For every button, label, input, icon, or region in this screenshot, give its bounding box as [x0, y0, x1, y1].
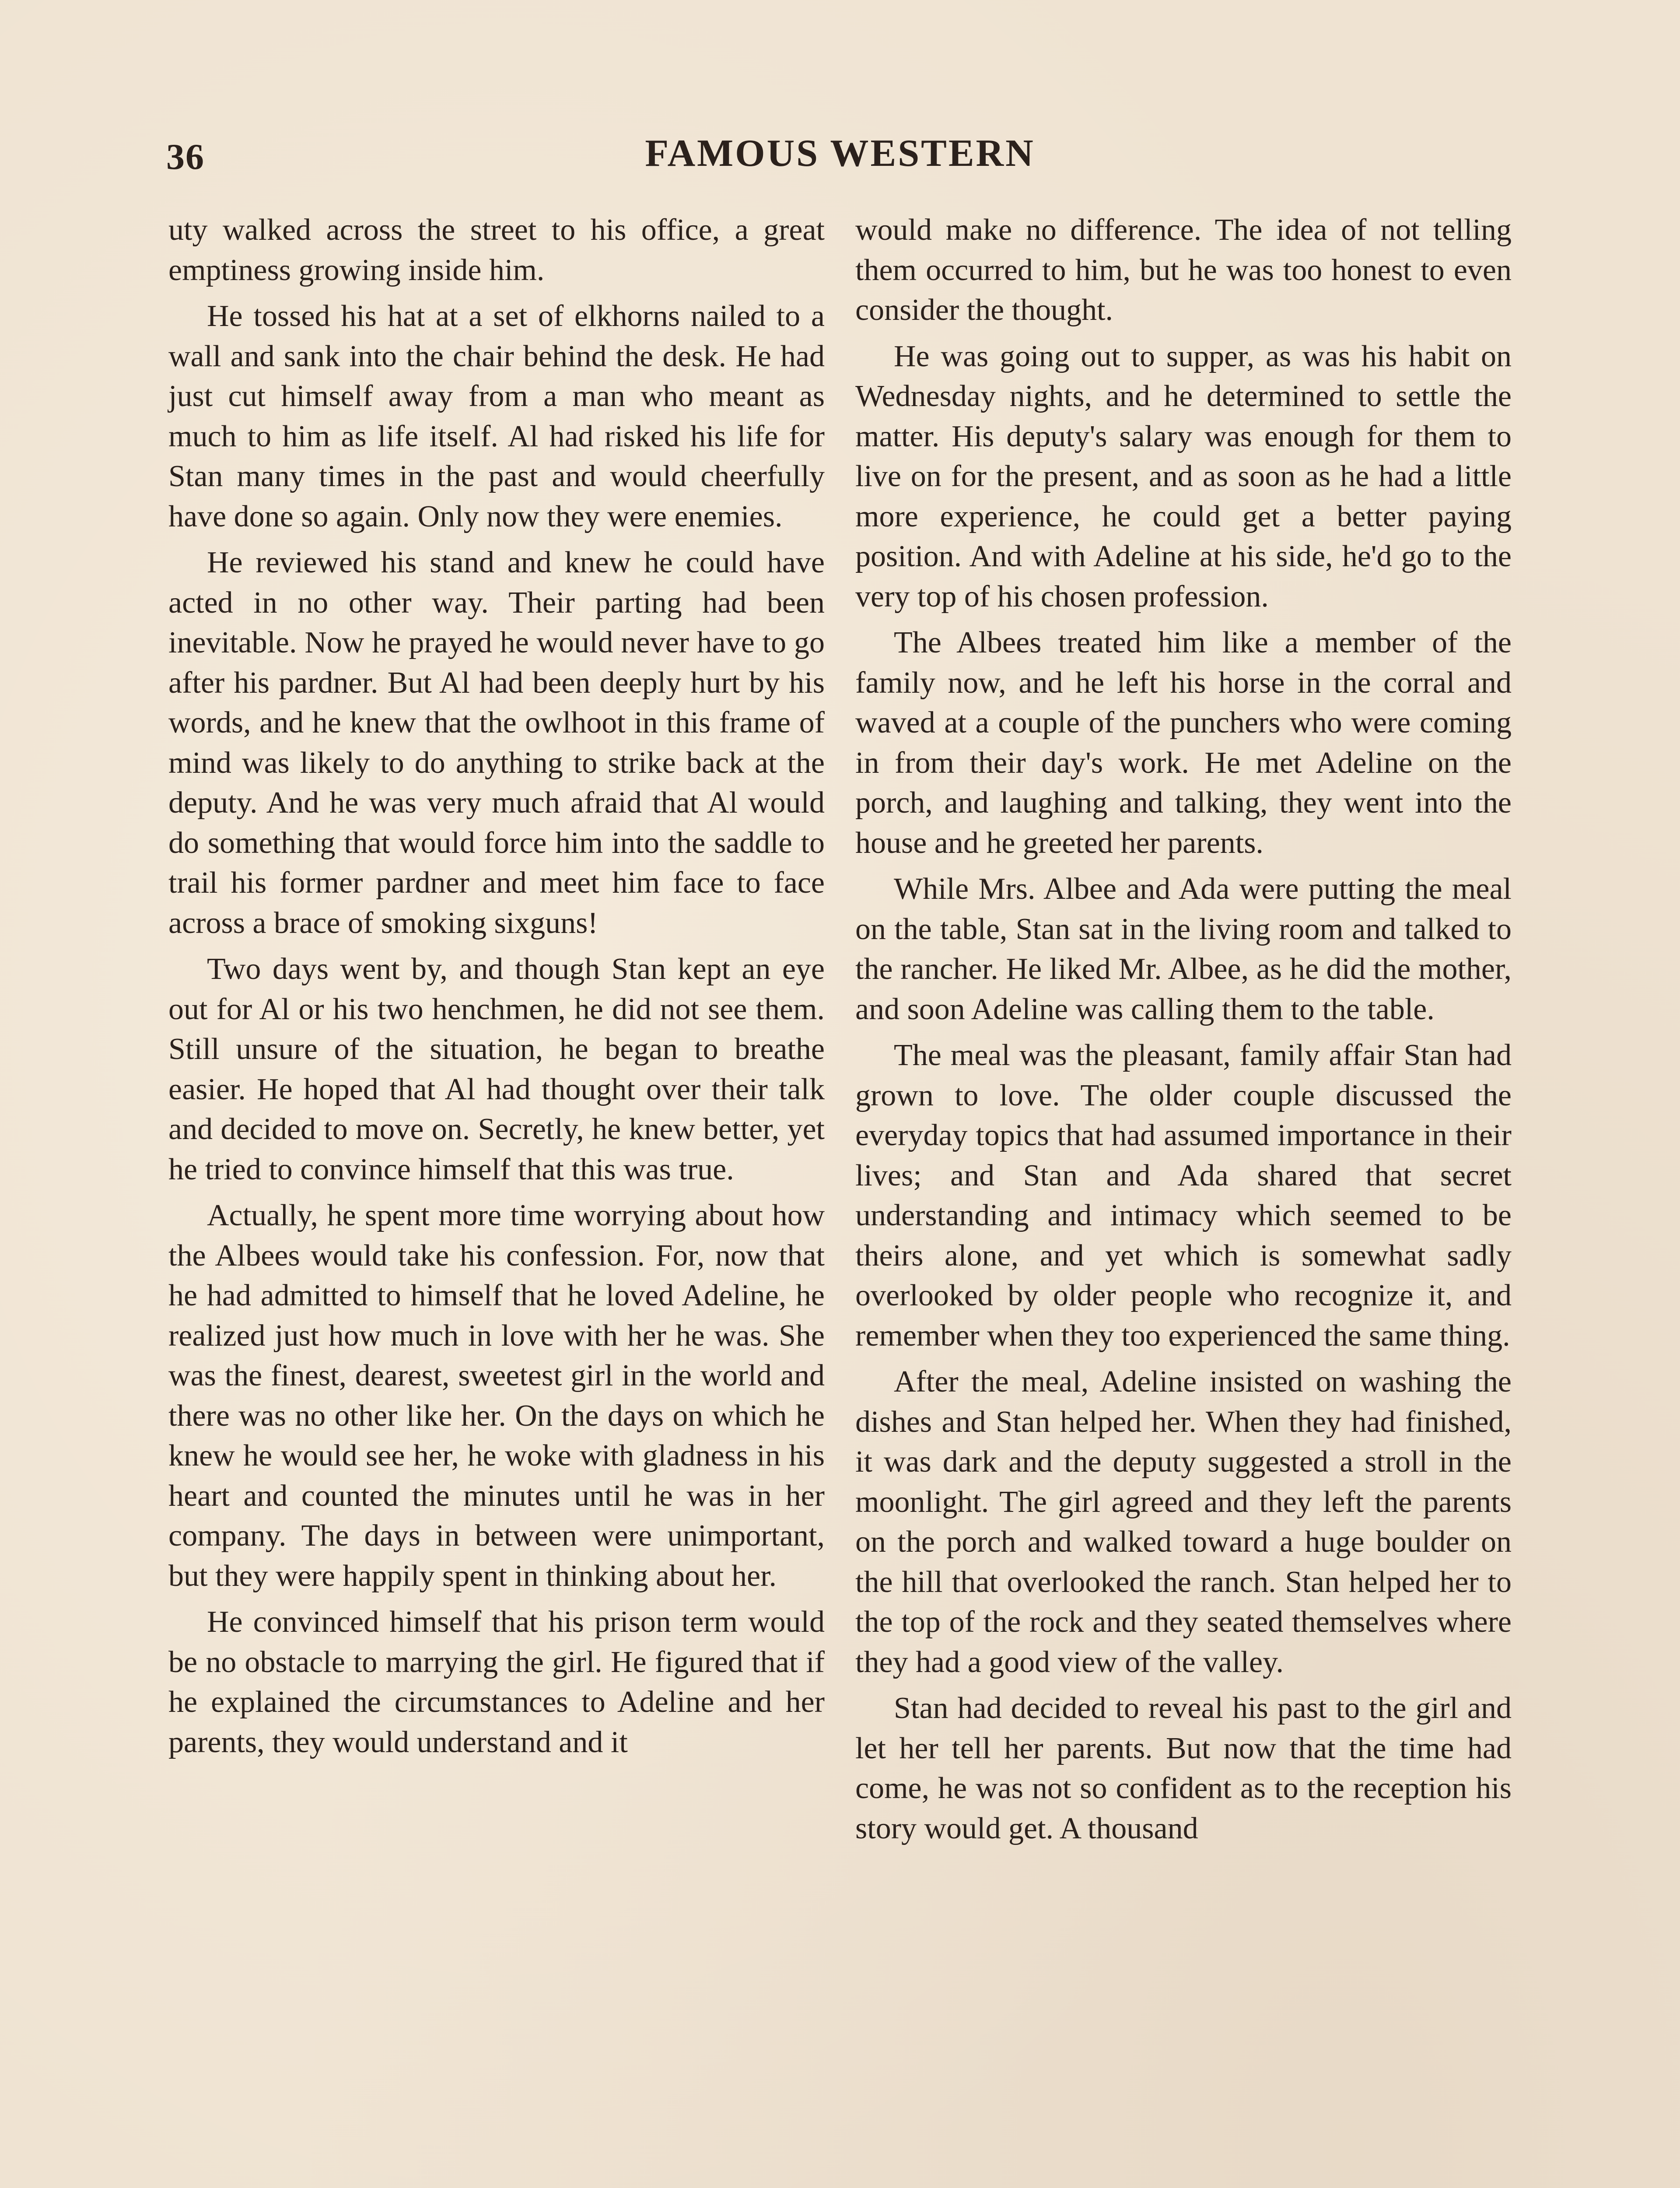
- paragraph: The meal was the pleasant, family affair Stan had grown to love. The older couple discussed the everyday topics that had assumed importance in their lives; and Stan and Ada shared that secret understanding and intimacy which seemed to be theirs alone, and yet which is somewhat sadly overlooked by older people who recognize it, and remember when they too experienced the same thing.: [855, 1038, 1512, 1353]
- paragraph: The Albees treated him like a member of the family now, and he left his horse in the corral and waved at a couple of the punchers who were coming in from their day's work. He met Adeline on the porch, and laughing and talking, they went into the house and he greeted her parents.: [855, 626, 1512, 860]
- paragraph: Stan had decided to reveal his past to the girl and let her tell her parents. But now that the time had come, he was not so confident as to the reception his story would get. A thousand: [855, 1691, 1512, 1845]
- page-number: 36: [166, 137, 205, 177]
- paragraph: He tossed his hat at a set of elkhorns nailed to a wall and sank into the chair behind the desk. He had just cut himself away from a man who meant as much to him as life itself. Al had risked his life for Stan many times in the past and would cheerfully have done so again. Only now they were enemies.: [168, 299, 825, 533]
- paragraph: He was going out to supper, as was his habit on Wednesday nights, and he determined to settle the matter. His deputy's salary was enough for them to live on for the present, and as soon as he had a little more experience, he could get a better paying position. And with Adeline at his side, he'd go to the very top of his chosen profession.: [855, 339, 1512, 614]
- paragraph: He reviewed his stand and knew he could have acted in no other way. Their parting had been inevitable. Now he prayed he would never have to go after his pardner. But Al had been deeply hurt by his words, and he knew that the owlhoot in this frame of mind was likely to do anything to strike back at the deputy. And he was very much afraid that Al would do something that would force him into the saddle to trail his former pardner and meet him face to face across a brace of smoking sixguns!: [168, 546, 825, 940]
- paragraph: Two days went by, and though Stan kept an eye out for Al or his two henchmen, he did not see them. Still unsure of the situation, he began to breathe easier. He hoped that Al had thought over their talk and decided to move on. Secretly, he knew better, yet he tried to convince himself that this was true.: [168, 952, 825, 1186]
- paragraph: uty walked across the street to his office, a great emptiness growing inside him.: [168, 213, 825, 287]
- paragraph: would make no difference. The idea of not telling them occurred to him, but he was too honest to even consider the thought.: [855, 213, 1512, 327]
- page-header: [166, 123, 1514, 184]
- left-text-column: [168, 210, 825, 1768]
- right-text-column: [855, 210, 1512, 1855]
- paragraph: While Mrs. Albee and Ada were putting the meal on the table, Stan sat in the living room and talked to the rancher. He liked Mr. Albee, as he did the mother, and soon Adeline was calling them to the table.: [855, 872, 1512, 1026]
- paragraph: He convinced himself that his prison term would be no obstacle to marrying the girl. He figured that if he explained the circumstances to Adeline and her parents, they would understand and it: [168, 1605, 825, 1759]
- paragraph: After the meal, Adeline insisted on washing the dishes and Stan helped her. When they had finished, it was dark and the deputy suggested a stroll in the moonlight. The girl agreed and they left the parents on the porch and walked toward a huge boulder on the hill that overlooked the ranch. Stan helped her to the top of the rock and they seated themselves where they had a good view of the valley.: [855, 1365, 1512, 1679]
- paragraph: Actually, he spent more time worrying about how the Albees would take his confession. For, now that he had admitted to himself that he loved Adeline, he realized just how much in love with her he was. She was the finest, dearest, sweetest girl in the world and there was no other like her. On the days on which he knew he would see her, he woke with gladness in his heart and counted the minutes until he was in her company. The days in between were unimportant, but they were happily spent in thinking about her.: [168, 1199, 825, 1593]
- running-title: FAMOUS WESTERN: [645, 132, 1035, 175]
